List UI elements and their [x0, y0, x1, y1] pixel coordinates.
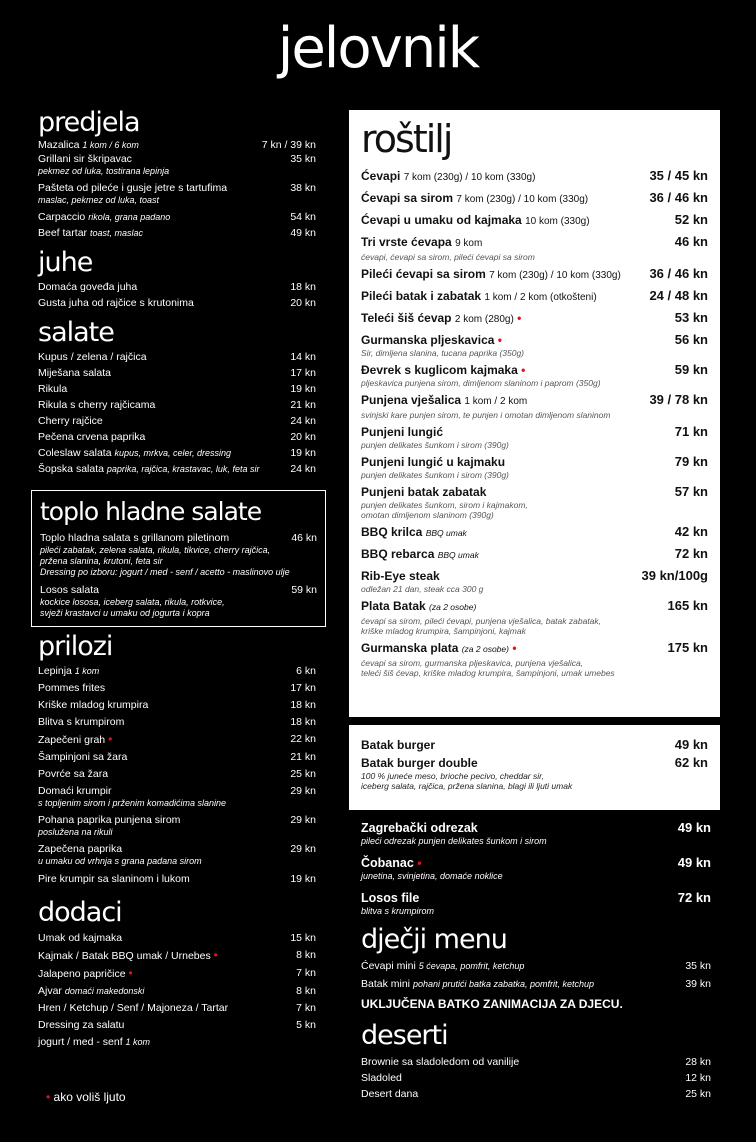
menu-item: Ajvar domaći makedonski 8 kn: [38, 985, 316, 997]
item-description: pekmez od luka, tostirana lepinja: [38, 166, 170, 176]
menu-item: Lepinja 1 kom 6 kn: [38, 665, 316, 677]
hot-indicator-icon: •: [108, 732, 113, 746]
hot-legend: • ako voliš ljuto: [46, 1090, 126, 1104]
section-heading-toplo: toplo hladne salate: [40, 497, 262, 526]
menu-item: Zapečena paprika 29 kn: [38, 843, 316, 855]
menu-item: Dressing za salatu 5 kn: [38, 1019, 316, 1031]
menu-item: Zapečeni grah • 22 kn: [38, 732, 316, 746]
menu-item: Ćevapi 7 kom (230g) / 10 kom (330g) 35 / 45 kn: [361, 168, 708, 183]
menu-item: Brownie sa sladoledom od vanilije 28 kn: [361, 1056, 711, 1068]
section-heading-juhe: juhe: [38, 247, 93, 278]
menu-item: Kupus / zelena / rajčica 14 kn: [38, 351, 316, 363]
menu-item: Domaća goveđa juha 18 kn: [38, 281, 316, 293]
item-description: kockice lososa, iceberg salata, rikula, rotkvice,: [40, 597, 225, 607]
menu-item: Batak mini pohani prutići batka zabatka, pomfrit, ketchup 39 kn: [361, 978, 711, 990]
menu-item: Đevrek s kuglicom kajmaka • 59 kn pljeskavica punjena sirom, dimljenom slaninom i paprom (350g): [361, 362, 708, 388]
hot-indicator-icon: •: [46, 1090, 51, 1104]
item-description: junetina, svinjetina, domaće noklice: [361, 871, 503, 881]
menu-item: Pečena crvena paprika 20 kn: [38, 431, 316, 443]
menu-item: Batak burger double 62 kn: [361, 755, 708, 770]
section-heading-predjela: predjela: [38, 107, 140, 138]
menu-item: jogurt / med - senf 1 kom: [38, 1036, 151, 1048]
item-description: Dressing po izboru: jogurt / med - senf / acetto - maslinovo ulje: [40, 567, 290, 577]
menu-item: Carpaccio rikola, grana padano 54 kn: [38, 211, 316, 223]
menu-item: Pileći batak i zabatak 1 kom / 2 kom (otkošteni) 24 / 48 kn: [361, 288, 708, 303]
hot-indicator-icon: •: [213, 948, 218, 962]
section-heading-deserti: deserti: [361, 1020, 448, 1051]
menu-item: Hren / Ketchup / Senf / Majoneza / Tartar 7 kn: [38, 1002, 316, 1014]
section-heading-salate: salate: [38, 317, 114, 348]
kids-note: UKLJUČENA BATKO ZANIMACIJA ZA DJECU.: [361, 997, 623, 1011]
menu-item: Losos salata 59 kn: [40, 584, 317, 596]
hot-indicator-icon: •: [521, 363, 526, 377]
menu-item: Punjena vješalica 1 kom / 2 kom 39 / 78 kn svinjski kare punjen sirom, te punjen i omotan dimljenom slaninom: [361, 392, 708, 420]
item-description: pržena slanina, krutoni, feta sir: [40, 556, 163, 566]
item-description: posluženа na rikuli: [38, 827, 113, 837]
menu-item: Tri vrste ćevapa 9 kom 46 kn ćevapi, ćevapi sa sirom, pileći ćevapi sa sirom: [361, 234, 708, 262]
item-description: svježi krastavci u umaku od jogurta i kopra: [40, 608, 210, 618]
item-description: pileći odrezak punjen delikates šunkom i sirom: [361, 836, 547, 846]
item-description: blitva s krumpirom: [361, 906, 435, 916]
menu-item: Coleslaw salata kupus, mrkva, celer, dressing 19 kn: [38, 447, 316, 459]
menu-item: Losos file 72 kn: [361, 890, 711, 905]
predjela-list: [38, 138, 316, 240]
rostilj-list: [361, 168, 708, 678]
menu-item: Pommes frites 17 kn: [38, 682, 316, 694]
menu-item: Grillani sir škripavac 35 kn: [38, 153, 316, 165]
menu-item: Kriške mladog krumpira 18 kn: [38, 699, 316, 711]
menu-item: Teleći šiš ćevap 2 kom (280g) • 53 kn: [361, 310, 708, 325]
item-description: pileći zabatak, zelena salata, rikula, tikvice, cherry rajčica,: [40, 545, 271, 555]
menu-item: Šampinjoni sa žara 21 kn: [38, 751, 316, 763]
menu-item: Toplo hladna salata s grillanom piletinom 46 kn: [40, 532, 317, 544]
menu-item: Rikula s cherry rajčicama 21 kn: [38, 399, 316, 411]
burger-panel: [349, 725, 720, 810]
menu-item: Domaći krumpir 29 kn: [38, 785, 316, 797]
menu-item: Mazalica 1 kom / 6 kom 7 kn / 39 kn: [38, 139, 316, 151]
rostilj-panel: [349, 110, 720, 717]
item-description: maslac, pekmez od luka, toast: [38, 195, 160, 205]
toplo-hladne-salate-box: [31, 490, 326, 627]
menu-item: Ćevapi u umaku od kajmaka 10 kom (330g) 52 kn: [361, 212, 708, 227]
menu-item: BBQ rebarca BBQ umak 72 kn: [361, 546, 708, 561]
item-description: 100 % juneće meso, brioche pecivo, cheddar sir,: [361, 771, 544, 781]
menu-item: Gurmanska pljeskavica • 56 kn Sir, dimljena slanina, tucana paprika (350g): [361, 332, 708, 358]
menu-item: Jalapeno papričice • 7 kn: [38, 966, 316, 980]
hot-indicator-icon: •: [512, 641, 517, 655]
menu-item: Punjeni batak zabatak 57 kn punjen delikates šunkom, sirom i kajmakom, omotan dimljenom slaninom (390g): [361, 484, 708, 520]
item-description: u umaku od vrhnja s grana padana sirom: [38, 856, 202, 866]
menu-item: Pire krumpir sa slaninom i lukom 19 kn: [38, 873, 316, 885]
menu-item: Gurmanska plata (za 2 osobe) • 175 kn ćevapi sa sirom, gurmanska pljeskavica, punjena vješalica, teleći šiš ćevap, kriške mladog krumpira, šampinjoni, umak umebes: [361, 640, 708, 678]
menu-item: Ćevapi sa sirom 7 kom (230g) / 10 kom (330g) 36 / 46 kn: [361, 190, 708, 205]
menu-item: Gusta juha od rajčice s krutonima 20 kn: [38, 297, 316, 309]
menu-item: Desert dana 25 kn: [361, 1088, 711, 1100]
section-heading-prilozi: prilozi: [38, 631, 113, 662]
left-column: [38, 108, 316, 476]
hot-indicator-icon: •: [417, 856, 422, 870]
menu-item: Miješana salata 17 kn: [38, 367, 316, 379]
menu-item: BBQ krilca BBQ umak 42 kn: [361, 524, 708, 539]
menu-item: Pohana paprika punjena sirom 29 kn: [38, 814, 316, 826]
menu-item: Zagrebački odrezak 49 kn: [361, 820, 711, 835]
menu-item: Ćevapi mini 5 ćevapa, pomfrit, ketchup 35 kn: [361, 960, 711, 972]
item-description: s topljenim sirom i prženim komadićima slanine: [38, 798, 227, 808]
menu-item: Povrće sa žara 25 kn: [38, 768, 316, 780]
menu-item: Kajmak / Batak BBQ umak / Urnebes • 8 kn: [38, 948, 316, 962]
menu-item: Pileći ćevapi sa sirom 7 kom (230g) / 10 kom (330g) 36 / 46 kn: [361, 266, 708, 281]
item-description: iceberg salata, rajčica, pržena slanina, blagi ili ljuti umak: [361, 781, 573, 791]
menu-item: Beef tartar toast, maslac 49 kn: [38, 227, 316, 239]
left-column-lower: [38, 632, 316, 1049]
hot-indicator-icon: •: [128, 966, 133, 980]
menu-item: Punjeni lungić 71 kn punjen delikates šunkom i sirom (390g): [361, 424, 708, 450]
menu-item: Cherry rajčice 24 kn: [38, 415, 316, 427]
section-heading-dodaci: dodaci: [38, 897, 122, 928]
hot-indicator-icon: •: [517, 311, 522, 325]
menu-item: Punjeni lungić u kajmaku 79 kn punjen delikates šunkom i sirom (390g): [361, 454, 708, 480]
menu-item: Sladoled 12 kn: [361, 1072, 711, 1084]
menu-item: Umak od kajmaka 15 kn: [38, 932, 316, 944]
menu-item: Plata Batak (za 2 osobe) 165 kn ćevapi sa sirom, pileći ćevapi, punjena vješalica, batak zabatak, kriške mladog krumpira, šampinjoni, kajmak: [361, 598, 708, 636]
right-column-lower: [361, 820, 711, 1101]
menu-item: Pašteta od pileće i gusje jetre s tartufima 38 kn: [38, 182, 316, 194]
menu-item: Šopska salata paprika, rajčica, krastavac, luk, feta sir 24 kn: [38, 463, 316, 475]
section-heading-rostilj: roštilj: [361, 117, 452, 161]
section-heading-djecji: dječji menu: [361, 924, 507, 955]
menu-item: Blitva s krumpirom 18 kn: [38, 716, 316, 728]
page-title: jelovnik: [277, 16, 479, 81]
hot-indicator-icon: •: [497, 333, 502, 347]
menu-item: Čobanac • 49 kn: [361, 855, 711, 870]
menu-item: Rib-Eye steak 39 kn/100g odležan 21 dan, steak cca 300 g: [361, 568, 708, 594]
menu-item: Rikula 19 kn: [38, 383, 316, 395]
menu-item: Batak burger 49 kn: [361, 737, 708, 752]
